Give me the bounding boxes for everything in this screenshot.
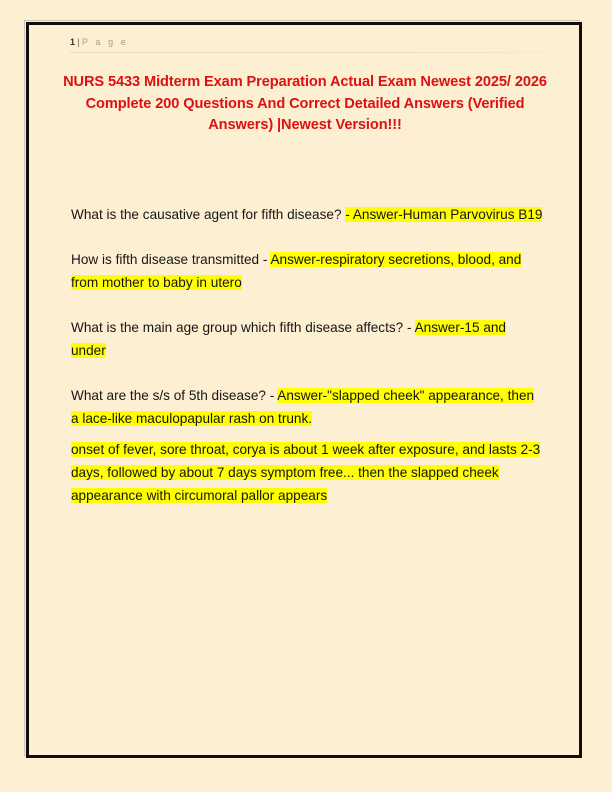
question-text: What are the s/s of 5th disease? - bbox=[71, 388, 278, 403]
answer-text: Answer-"slapped cheek" appearance, then a lace-like maculopapular rash on trunk. bbox=[71, 388, 535, 426]
qa-item bbox=[71, 384, 543, 430]
page-content bbox=[29, 25, 579, 755]
question-text: How is fifth disease transmitted - bbox=[71, 252, 271, 267]
qa-item bbox=[71, 203, 543, 226]
question-text: What is the causative agent for fifth disease? bbox=[71, 207, 346, 222]
answer-text: - Answer-Human Parvovirus B19 bbox=[345, 207, 543, 222]
answer-text: onset of fever, sore throat, corya is about 1 week after exposure, and lasts 2-3 days, followed by about 7 days symptom free... then the slapped cheek appearance with circumoral pallor appears bbox=[71, 442, 541, 503]
qa-item bbox=[71, 316, 543, 362]
qa-item bbox=[71, 438, 543, 507]
page-header-label: P a g e bbox=[81, 37, 129, 47]
answer-text: Answer-15 and under bbox=[71, 320, 506, 358]
answer-text: Answer-respiratory secretions, blood, and from mother to baby in utero bbox=[71, 252, 522, 290]
document-title: NURS 5433 Midterm Exam Preparation Actual Exam Newest 2025/ 2026 Complete 200 Questions And Correct Detailed Answers (Verified Answers) |Newest Version!!! bbox=[63, 74, 547, 133]
page-number: 1 bbox=[70, 37, 76, 47]
qa-list bbox=[71, 203, 543, 507]
page-header bbox=[70, 36, 545, 48]
header-divider bbox=[70, 52, 546, 53]
page-header-separator: | bbox=[77, 37, 80, 47]
qa-item bbox=[71, 248, 543, 294]
question-text: What is the main age group which fifth disease affects? - bbox=[71, 320, 415, 335]
